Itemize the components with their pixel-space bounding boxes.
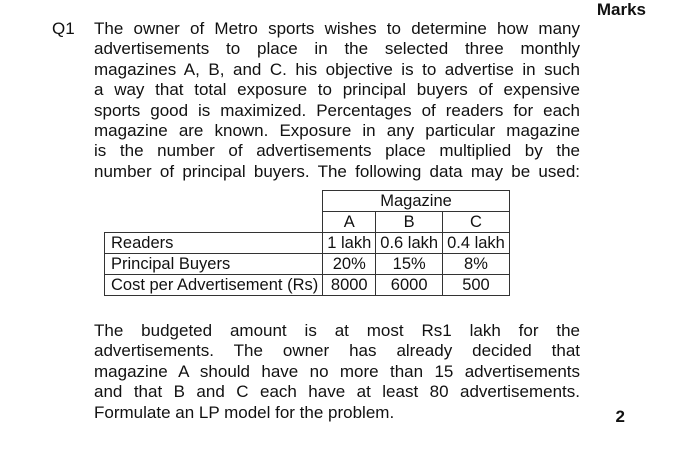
table-cell: 0.4 lakh <box>443 233 510 254</box>
table-row <box>105 275 510 296</box>
question-line: magazines A, B, and C. his objective is to advertise in such <box>94 59 580 79</box>
row-label-readers: Readers <box>105 233 323 254</box>
constraints-text <box>94 321 580 423</box>
table-cell: 6000 <box>376 275 443 296</box>
question-number: Q1 <box>52 19 75 38</box>
row-label-principal-buyers: Principal Buyers <box>105 254 323 275</box>
question-text <box>94 19 580 182</box>
question-line: is the number of advertisements place multiplied by the <box>94 141 580 161</box>
table-cell: 8000 <box>323 275 376 296</box>
table-cell: 1 lakh <box>323 233 376 254</box>
table-row <box>105 233 510 254</box>
question-line: a way that total exposure to principal buyers of expensive <box>94 80 580 100</box>
table-cell: 8% <box>443 254 510 275</box>
table-corner <box>105 212 323 233</box>
constraint-line: magazine A should have no more than 15 advertisements <box>94 361 580 381</box>
column-header-b: B <box>376 212 443 233</box>
magazine-group-header: Magazine <box>323 191 510 212</box>
constraint-line: The budgeted amount is at most Rs1 lakh for the <box>94 321 580 340</box>
table-corner <box>105 191 323 212</box>
row-label-cost-per-ad: Cost per Advertisement (Rs) <box>105 275 323 296</box>
table-row <box>105 254 510 275</box>
marks-header: Marks <box>596 0 646 19</box>
question-line: advertisements to place in the selected three monthly <box>94 39 580 59</box>
question-line: number of principal buyers. The following data may be used: <box>94 161 580 181</box>
table-cell: 0.6 lakh <box>376 233 443 254</box>
question-line: magazine are known. Exposure in any particular magazine <box>94 121 580 141</box>
magazine-data-table <box>104 190 510 296</box>
marks-value: 2 <box>615 407 625 426</box>
column-header-a: A <box>323 212 376 233</box>
table-cell: 15% <box>376 254 443 275</box>
table-cell: 500 <box>443 275 510 296</box>
constraint-line: Formulate an LP model for the problem. <box>94 402 395 422</box>
constraint-line: and that B and C each have at least 80 advertisements. <box>94 382 580 402</box>
constraint-line: advertisements. The owner has already decided that <box>94 341 580 361</box>
question-line: The owner of Metro sports wishes to determine how many <box>94 19 580 38</box>
table-cell: 20% <box>323 254 376 275</box>
column-header-c: C <box>443 212 510 233</box>
question-line: sports good is maximized. Percentages of readers for each <box>94 100 580 120</box>
